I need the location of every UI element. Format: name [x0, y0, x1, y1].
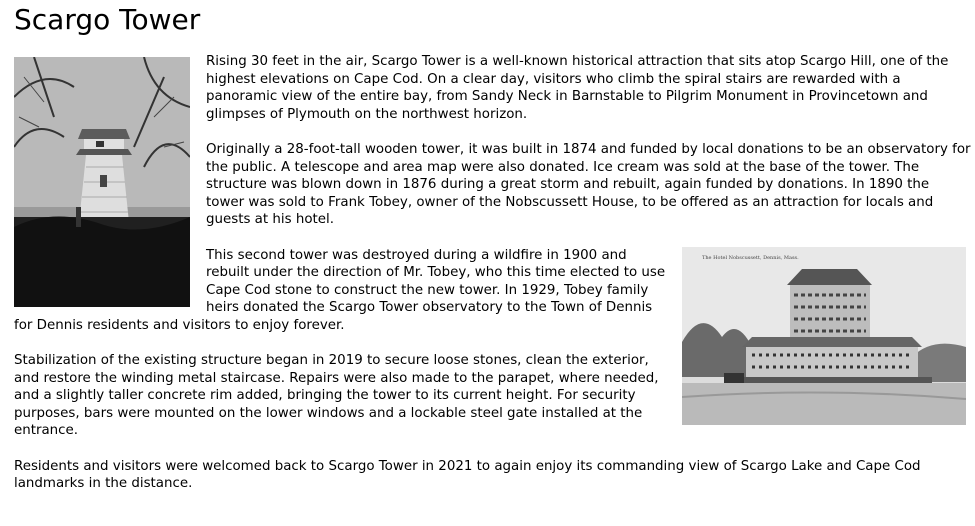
paragraph-2: Originally a 28-foot-tall wooden tower, it was built in 1874 and funded by local donations to be an observatory for the public. A telescope and area map were also donated. Ice cream was sold at the base of the tower. The structure was blown down in 1876 during a great storm and rebuilt, again funded by donations. In 1890 the tower was sold to Frank Tobey, owner of the Nobscussett House, to be offered as an attraction for locals and guests at his hotel.	[206, 141, 971, 228]
hotel-postcard-photo	[682, 247, 966, 425]
article-body	[14, 53, 972, 510]
paragraph-3: This second tower was destroyed during a wildfire in 1900 and rebuilt under the direction of Mr. Tobey, who this time elected to use Cape Cod stone to construct the new tower. In 1929, Tobey family heirs donated the Scargo Tower observatory to the Town of Dennis for Dennis residents and visitors to enjoy forever.	[14, 247, 666, 333]
paragraph-4: Stabilization of the existing structure began in 2019 to secure loose stones, clean the exterior, and restore the winding metal staircase. Repairs were also made to the parapet, where needed, and a slightly taller concrete rim added, bringing the tower to its current height. For security purposes, bars were mounted on the lower windows and a lockable steel gate installed at the entrance.	[14, 353, 659, 439]
page-title: Scargo Tower	[14, 3, 201, 36]
wooden-tower-photo	[14, 57, 190, 307]
layout-spacer	[971, 53, 972, 205]
paragraph-1: Rising 30 feet in the air, Scargo Tower is a well-known historical attraction that sits atop Scargo Hill, one of the highest elevations on Cape Cod. On a clear day, visitors who climb the spiral stairs are rewarded with a panoramic view of the entire bay, from Sandy Neck in Barnstable to Pilgrim Monument in Provincetown and glimpses of Plymouth on the northwest horizon.	[206, 54, 949, 122]
postcard-caption: The Hotel Nobscussett, Dennis, Mass.	[702, 254, 799, 261]
paragraph-5: Residents and visitors were welcomed back to Scargo Tower in 2021 to again enjoy its commanding view of Scargo Lake and Cape Cod landmarks in the distance.	[14, 458, 921, 492]
